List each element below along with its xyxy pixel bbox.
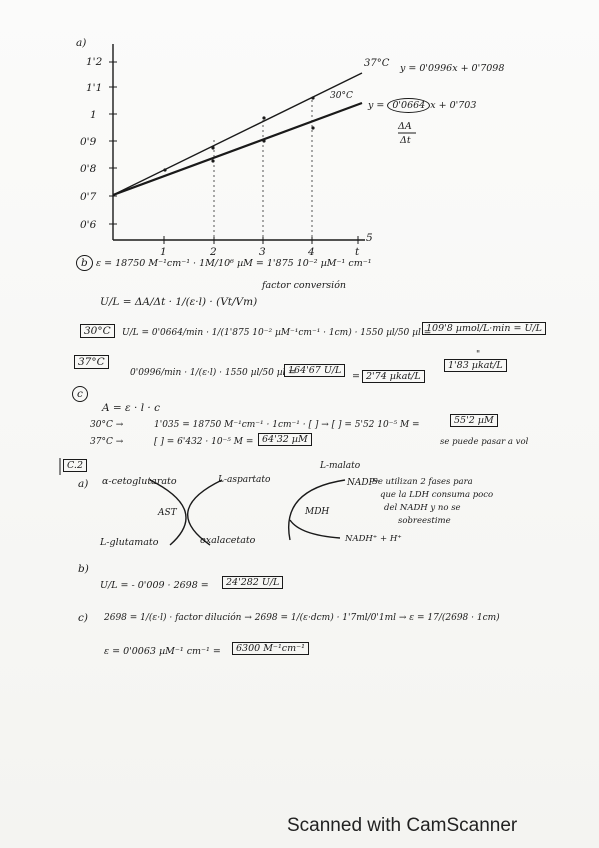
result-37-eq: = (352, 371, 360, 382)
c-expression: 2698 = 1/(ε·l) · factor dilución → 2698 = 1/(ε·dcm) · 1'7ml/0'1ml → ε = 17/(2698 · 1cm) (104, 613, 500, 623)
c2-part-a: a) (78, 478, 89, 490)
camscanner-watermark: Scanned with CamScanner (287, 815, 518, 836)
x-tick-label: 2 (210, 246, 217, 258)
section-b-marker: b (76, 257, 93, 269)
delta-numerator: ΔA (398, 121, 412, 132)
mdh-label: MDH (305, 507, 330, 517)
nadp-label: NADP⁺ (347, 478, 380, 488)
data-point (262, 139, 265, 142)
x-tick-label: 4 (308, 246, 315, 258)
temp-37-label: 37°C (74, 356, 109, 368)
result-37-ul: 164'67 U/L (284, 365, 345, 377)
data-point (211, 146, 214, 149)
glutamate: L-glutamato (100, 537, 159, 548)
volume-note: se puede pasar a vol (440, 437, 529, 447)
b-result: 24'282 U/L (222, 577, 283, 589)
malato-label: L-malato (320, 461, 361, 471)
data-point (163, 168, 166, 171)
reaction-arrow-nadh (290, 520, 340, 538)
quote-mark: " (476, 350, 481, 360)
data-point (311, 96, 314, 99)
factor-label: factor conversión (262, 280, 347, 291)
y-tick-label: 0'9 (80, 136, 97, 148)
y-tick-label: 1'1 (86, 82, 103, 94)
equation-30c: y = 0'0664 x + 0'703 (368, 100, 477, 111)
result-30: 109'8 µmol/L·min = U/L (422, 323, 546, 335)
calc-37: 0'0996/min · 1/(ε·l) · 1550 µl/50 µl = (130, 368, 296, 378)
temp-30-label: 30°C (80, 325, 115, 337)
c-final: ε = 0'0063 µM⁻¹ cm⁻¹ = (104, 646, 221, 657)
x-tick-label: 3 (259, 246, 266, 258)
row30-result: 55'2 µM (450, 415, 498, 427)
row37-result: 64'32 µM (258, 434, 312, 446)
row37-label: 37°C → (90, 437, 124, 447)
data-point (211, 159, 214, 162)
label-37c: 37°C (364, 58, 390, 69)
y-tick-label: 0'7 (80, 191, 97, 203)
data-point (262, 116, 265, 119)
beer-lambert: A = ε · l · c (102, 402, 160, 414)
oxaloacetate: oxalacetato (200, 535, 256, 546)
c2-title: C.2 (63, 460, 87, 472)
calc-30: U/L = 0'0664/min · 1/(1'875 10⁻² µM⁻¹cm⁻¹ · 1cm) · 1550 µl/50 µl = (122, 328, 432, 338)
result-37-kat: 2'74 µkat/L (362, 371, 425, 383)
note-line-3: del NADH y no se (384, 503, 461, 513)
x-tick-label: 1 (160, 246, 167, 258)
y-tick-label: 1 (90, 109, 97, 121)
line-30c (113, 103, 362, 195)
note-line-2: que la LDH consuma poco (380, 490, 494, 500)
note-line-4: sobreestime (398, 516, 451, 526)
ast-label: AST (158, 508, 177, 518)
y-tick-label: 0'6 (80, 219, 97, 231)
y-tick-label: 0'8 (80, 163, 97, 175)
equation-37c: y = 0'0996x + 0'7098 (400, 63, 505, 74)
c-result: 6300 M⁻¹cm⁻¹ (232, 643, 309, 655)
result-37-kat-2: 1'83 µkat/L (444, 360, 507, 372)
ul-formula: U/L = ΔA/Δt · 1/(ε·l) · (Vt/Vm) (100, 296, 258, 308)
section-c-marker: c (72, 388, 88, 400)
c2-part-c: c) (78, 612, 88, 624)
aspartate: L-aspartato (218, 475, 271, 485)
data-point (311, 126, 314, 129)
line-37c (113, 73, 362, 195)
note-line-1: Se utilizan 2 fases para (372, 477, 473, 487)
b-expression: U/L = - 0'009 · 2698 = (100, 580, 209, 591)
row30-label: 30°C → (90, 420, 124, 430)
part-a-label: a) (76, 37, 87, 49)
epsilon-line: ε = 18750 M⁻¹cm⁻¹ · 1M/10⁶ µM = 1'875 10⁻² µM⁻¹ cm⁻¹ (96, 258, 372, 269)
row30-expr: 1'035 = 18750 M⁻¹cm⁻¹ · 1cm⁻¹ · [ ] → [ ] = 5'52 10⁻⁵ M = (154, 420, 420, 430)
delta-denominator: Δt (400, 135, 411, 146)
row37-expr: [ ] = 6'432 · 10⁻⁵ M = (154, 437, 254, 447)
x-tick-label: t (355, 246, 360, 258)
y-tick-label: 1'2 (86, 56, 103, 68)
label-30c: 30°C (330, 91, 353, 101)
c2-part-b: b) (78, 563, 89, 575)
x-axis-end: 5 (366, 232, 373, 244)
slope-circled: 0'0664 (387, 98, 430, 113)
nadh-label: NADH⁺ + H⁺ (345, 534, 402, 544)
alpha-ketoglutarate: α-cetoglutarato (102, 476, 177, 487)
